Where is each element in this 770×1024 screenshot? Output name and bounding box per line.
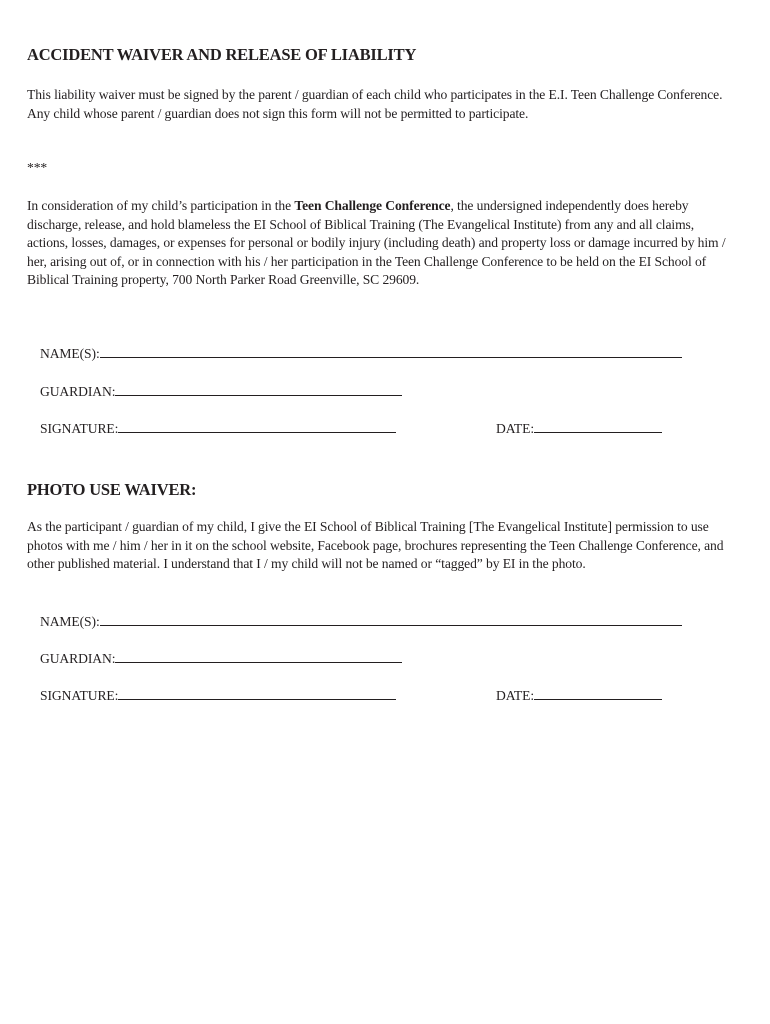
consideration-text-start: In consideration of my child’s participation in the [27,198,295,213]
accident-names-label: NAME(S): [40,346,100,361]
accident-names-line[interactable] [100,345,682,358]
accident-waiver-intro: This liability waiver must be signed by the parent / guardian of each child who participates in the E.I. Teen Challenge Conference. Any child whose parent / guardian does not sign this form will not be permitted to participate. [27,87,723,121]
photo-guardian-line[interactable] [115,650,402,663]
photo-waiver-title: PHOTO USE WAIVER: [27,480,197,499]
accident-signature-label: SIGNATURE: [40,421,119,436]
consideration-text-end: , the undersigned independently does hereby discharge, release, and hold blameless the EI School of Biblical Training (The Evangelical Institute) from any and all claims, actions, losses, damages, or expenses for personal or bodily injury (including death) and property loss or damage incurred by him / her, arising out of, or in connection with his / her participation in the Teen Challenge Conference to be held on the EI School of Biblical Training property, 700 North Parker Road Greenville, SC 29609. [27,198,726,288]
photo-guardian-label: GUARDIAN: [40,651,116,666]
consideration-paragraph [27,197,727,290]
accident-signature-field[interactable] [40,420,396,437]
photo-names-line[interactable] [100,613,682,626]
accident-signature-line[interactable] [118,420,396,433]
accident-date-line[interactable] [534,420,662,433]
accident-waiver-title: ACCIDENT WAIVER AND RELEASE OF LIABILITY [27,45,417,64]
accident-date-field[interactable] [496,420,662,437]
photo-date-field[interactable] [496,687,662,704]
accident-date-label: DATE: [496,421,535,436]
conference-name-bold: Teen Challenge Conference [294,198,451,213]
photo-signature-label: SIGNATURE: [40,688,119,703]
photo-names-label: NAME(S): [40,614,100,629]
photo-names-field[interactable] [40,613,682,630]
photo-signature-field[interactable] [40,687,396,704]
photo-waiver-body: As the participant / guardian of my child, I give the EI School of Biblical Training [The Evangelical Institute] permission to use photos with me / him / her in it on the school website, Facebook page, brochures representing the Teen Challenge Conference, and other published material. I understand that I / my child will not be named or “tagged” by EI in the photo. [27,519,724,572]
photo-signature-line[interactable] [118,687,396,700]
accident-names-field[interactable] [40,345,682,362]
photo-guardian-field[interactable] [40,650,402,667]
accident-guardian-field[interactable] [40,383,402,400]
accident-guardian-line[interactable] [115,383,402,396]
photo-date-line[interactable] [534,687,662,700]
section-separator: *** [27,160,48,175]
accident-guardian-label: GUARDIAN: [40,384,116,399]
photo-date-label: DATE: [496,688,535,703]
